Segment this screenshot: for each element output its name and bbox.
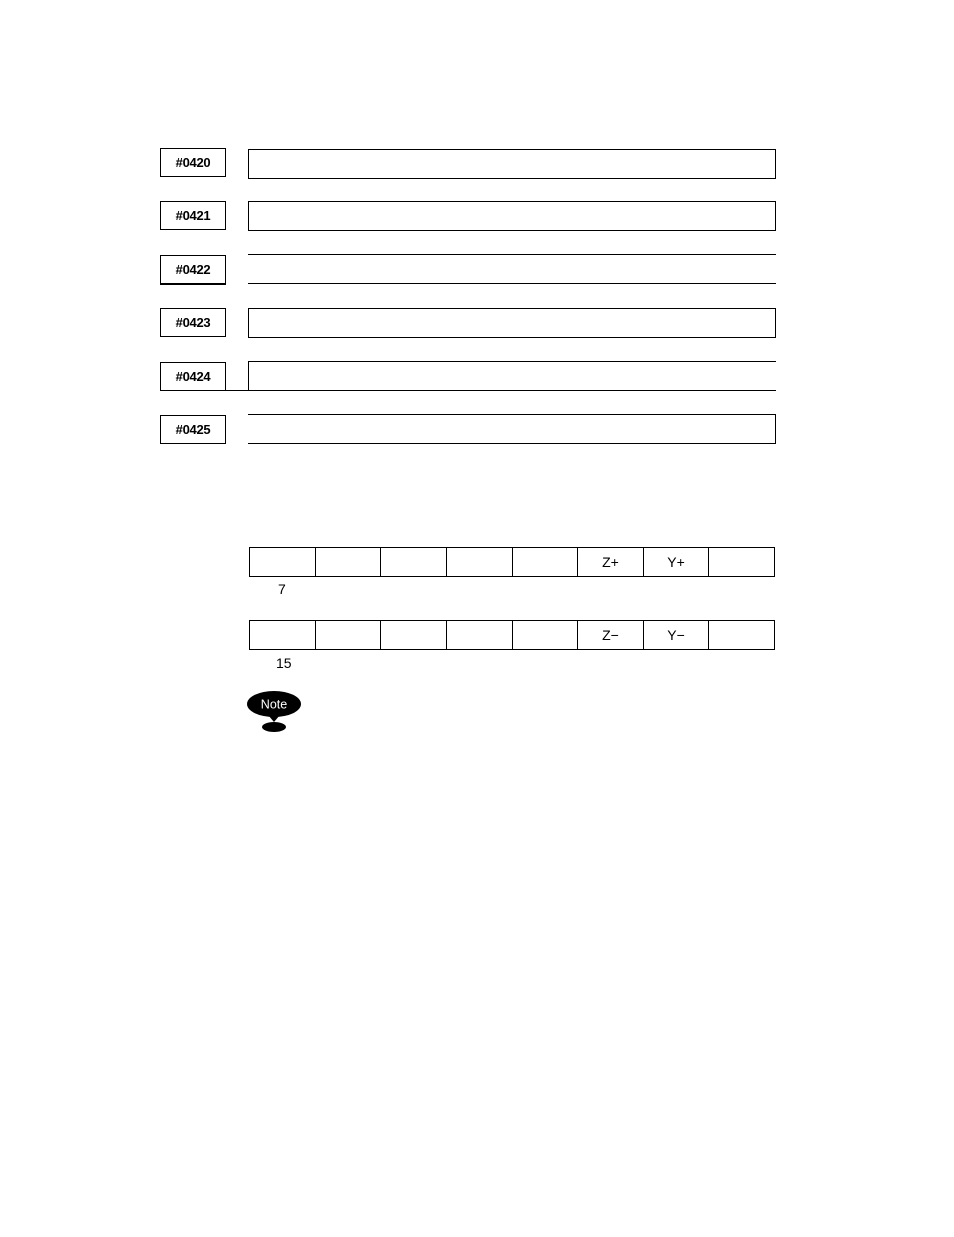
bit-cell [316, 548, 382, 576]
param-box-0421 [248, 201, 776, 231]
bit-table-row-upper [249, 547, 775, 577]
divider-line [160, 443, 226, 444]
bit-cell [316, 621, 382, 649]
bit-cell [381, 621, 447, 649]
param-box-0424 [248, 361, 776, 391]
bit-cell-z-plus: Z+ [578, 548, 644, 576]
divider-line [160, 284, 226, 285]
param-box-0423 [248, 308, 776, 338]
param-label-0422: #0422 [160, 255, 226, 284]
note-label: Note [260, 697, 288, 712]
param-box-0420 [248, 149, 776, 179]
param-label-0424: #0424 [160, 362, 226, 391]
note-icon [246, 690, 304, 734]
bit-cell [709, 548, 774, 576]
bit-cell-z-minus: Z− [578, 621, 644, 649]
param-label-0425: #0425 [160, 415, 226, 444]
divider-line [160, 390, 776, 391]
bit-number-upper: 7 [278, 581, 286, 597]
param-label-0420: #0420 [160, 148, 226, 177]
param-label-0423: #0423 [160, 308, 226, 337]
bit-table-row-lower [249, 620, 775, 650]
bit-cell [513, 621, 579, 649]
bit-cell [447, 548, 513, 576]
bit-number-lower: 15 [276, 655, 292, 671]
param-box-0425 [248, 414, 776, 444]
bit-cell-y-minus: Y− [644, 621, 710, 649]
param-box-0422 [248, 254, 776, 284]
bit-cell-y-plus: Y+ [644, 548, 710, 576]
bit-cell [250, 548, 316, 576]
bit-cell [709, 621, 774, 649]
bit-cell [513, 548, 579, 576]
param-label-0421: #0421 [160, 201, 226, 230]
bit-cell [447, 621, 513, 649]
bit-cell [250, 621, 316, 649]
bit-cell [381, 548, 447, 576]
